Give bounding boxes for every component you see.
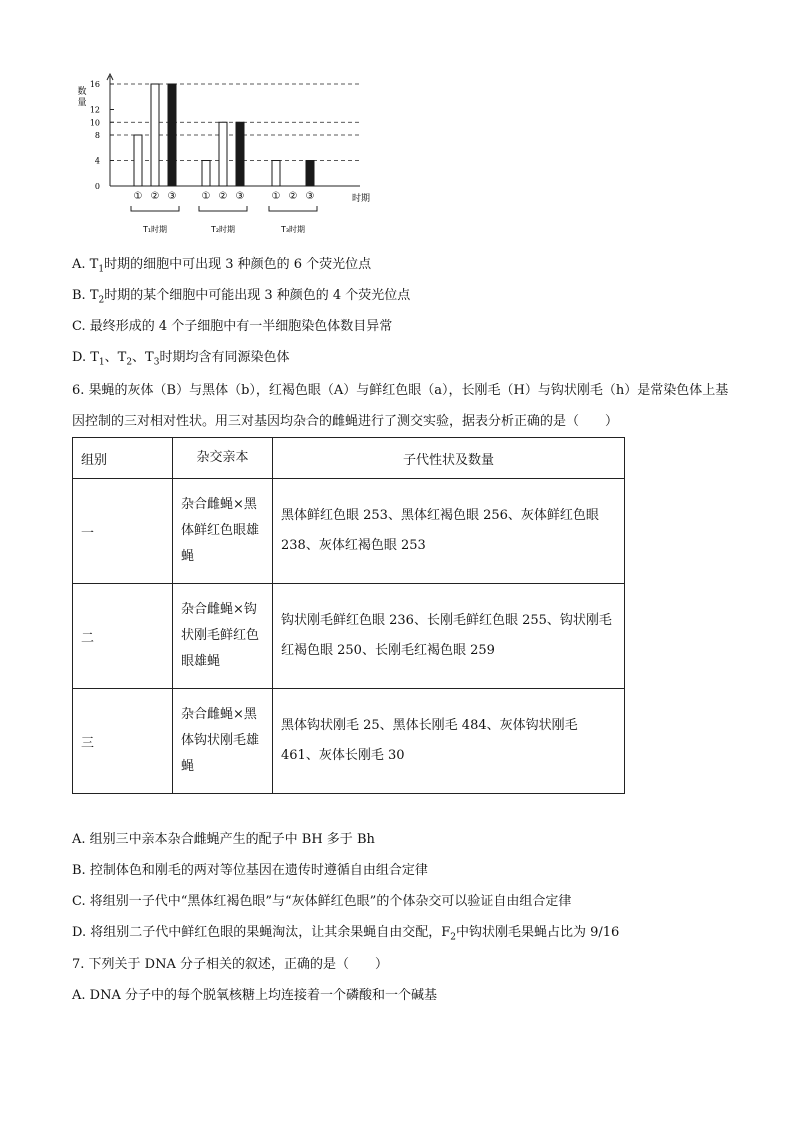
q5-option-d: D. $T_1$、$T_2$、$T_3$时期均含有同源染色体 [72,350,290,368]
q6-stem: 6. 果蝇的灰体（B）与黑体（b），红褐色眼（A）与鲜红色眼（a），长刚毛（H）与钩状刚毛（h）是常染色体上基因控制的三对相对性状。用三对基因均杂合的雌蝇进行了测交实验，据表分析正确的是（ ） [72,383,729,429]
bar [202,161,210,187]
group-bracket [269,206,317,211]
group-bracket [199,206,247,211]
cell-group: 二 [73,584,173,689]
table-row [73,584,625,689]
bar-marker-label: ② [288,191,298,202]
group-label: T₂时期 [210,225,236,234]
q6-option-b: B. 控制体色和刚毛的两对等位基因在遗传时遵循自由组合定律 [72,863,428,878]
cell-offspring: 钩状刚毛鲜红色眼 236、长刚毛鲜红色眼 255、钩状刚毛红褐色眼 250、长刚毛红褐色眼 259 [273,584,625,689]
bar-marker-label: ② [218,191,228,202]
bar-marker-label: ③ [305,191,315,202]
bar [134,135,142,186]
header-offspring: 子代性状及数量 [273,438,625,479]
y-tick-label: 16 [89,80,100,89]
cell-offspring: 黑体钩状刚毛 25、黑体长刚毛 484、灰体钩状刚毛 461、灰体长刚毛 30 [273,689,625,794]
bar-chart [70,70,390,245]
q6-option-c: C. 将组别一子代中“黑体红褐色眼”与“灰体鲜红色眼”的个体杂交可以验证自由组合定律 [72,894,572,909]
cell-parents: 杂合雌蝇×钩状刚毛鲜红色眼雄蝇 [173,584,273,689]
cell-parents: 杂合雌蝇×黑体钩状刚毛雄蝇 [173,689,273,794]
bar [151,84,159,186]
bar [168,84,176,186]
table-row [73,689,625,794]
group-label: T₁时期 [142,225,168,234]
cell-offspring: 黑体鲜红色眼 253、黑体红褐色眼 256、灰体鲜红色眼 238、灰体红褐色眼 253 [273,479,625,584]
bar-marker-label: ① [133,191,143,202]
bar-marker-label: ② [150,191,160,202]
header-parents: 杂交亲本 [173,438,273,479]
cell-group: 三 [73,689,173,794]
q7-stem: 7. 下列关于 DNA 分子相关的叙述，正确的是（ ） [72,957,388,972]
y-tick-label: 10 [89,118,100,128]
y-tick-label: 8 [94,131,100,140]
bar-marker-label: ① [201,191,211,202]
table-row [73,479,625,584]
bar [272,161,280,187]
y-axis-label: 数 [77,87,87,97]
table-header-row [73,438,625,479]
q6-option-a: A. 组别三中亲本杂合雌蝇产生的配子中 BH 多于 Bh [72,832,375,847]
q5-option-b: B. $T_2$时期的某个细胞中可能出现 3 种颜色的 4 个荧光位点 [72,288,411,306]
group-label: T₃时期 [280,225,306,234]
q5-option-a: A. $T_1$时期的细胞中可出现 3 种颜色的 6 个荧光位点 [72,257,372,275]
y-tick-label: 4 [94,156,100,166]
bar [236,122,244,186]
y-axis-label: 量 [77,98,87,108]
bar [219,122,227,186]
q6-option-d: D. 将组别二子代中鲜红色眼的果蝇淘汰，让其余果蝇自由交配，$F_2$中钩状刚毛果蝇占比为 9/16 [72,925,620,943]
bar [306,161,314,187]
header-group: 组别 [73,438,173,479]
bar-marker-label: ③ [167,191,177,202]
group-bracket [131,206,179,211]
q7-option-a: A. DNA 分子中的每个脱氧核糖上均连接着一个磷酸和一个碱基 [72,988,437,1003]
y-tick-label: 0 [94,182,100,191]
q5-option-c: C. 最终形成的 4 个子细胞中有一半细胞染色体数目异常 [72,319,393,334]
y-tick-label: 12 [89,105,100,115]
bar-marker-label: ③ [235,191,245,202]
x-axis-label: 时期 [352,194,371,204]
bar-marker-label: ① [271,191,281,202]
cell-group: 一 [73,479,173,584]
cell-parents: 杂合雌蝇×黑体鲜红色眼雄蝇 [173,479,273,584]
cross-table [72,437,625,794]
